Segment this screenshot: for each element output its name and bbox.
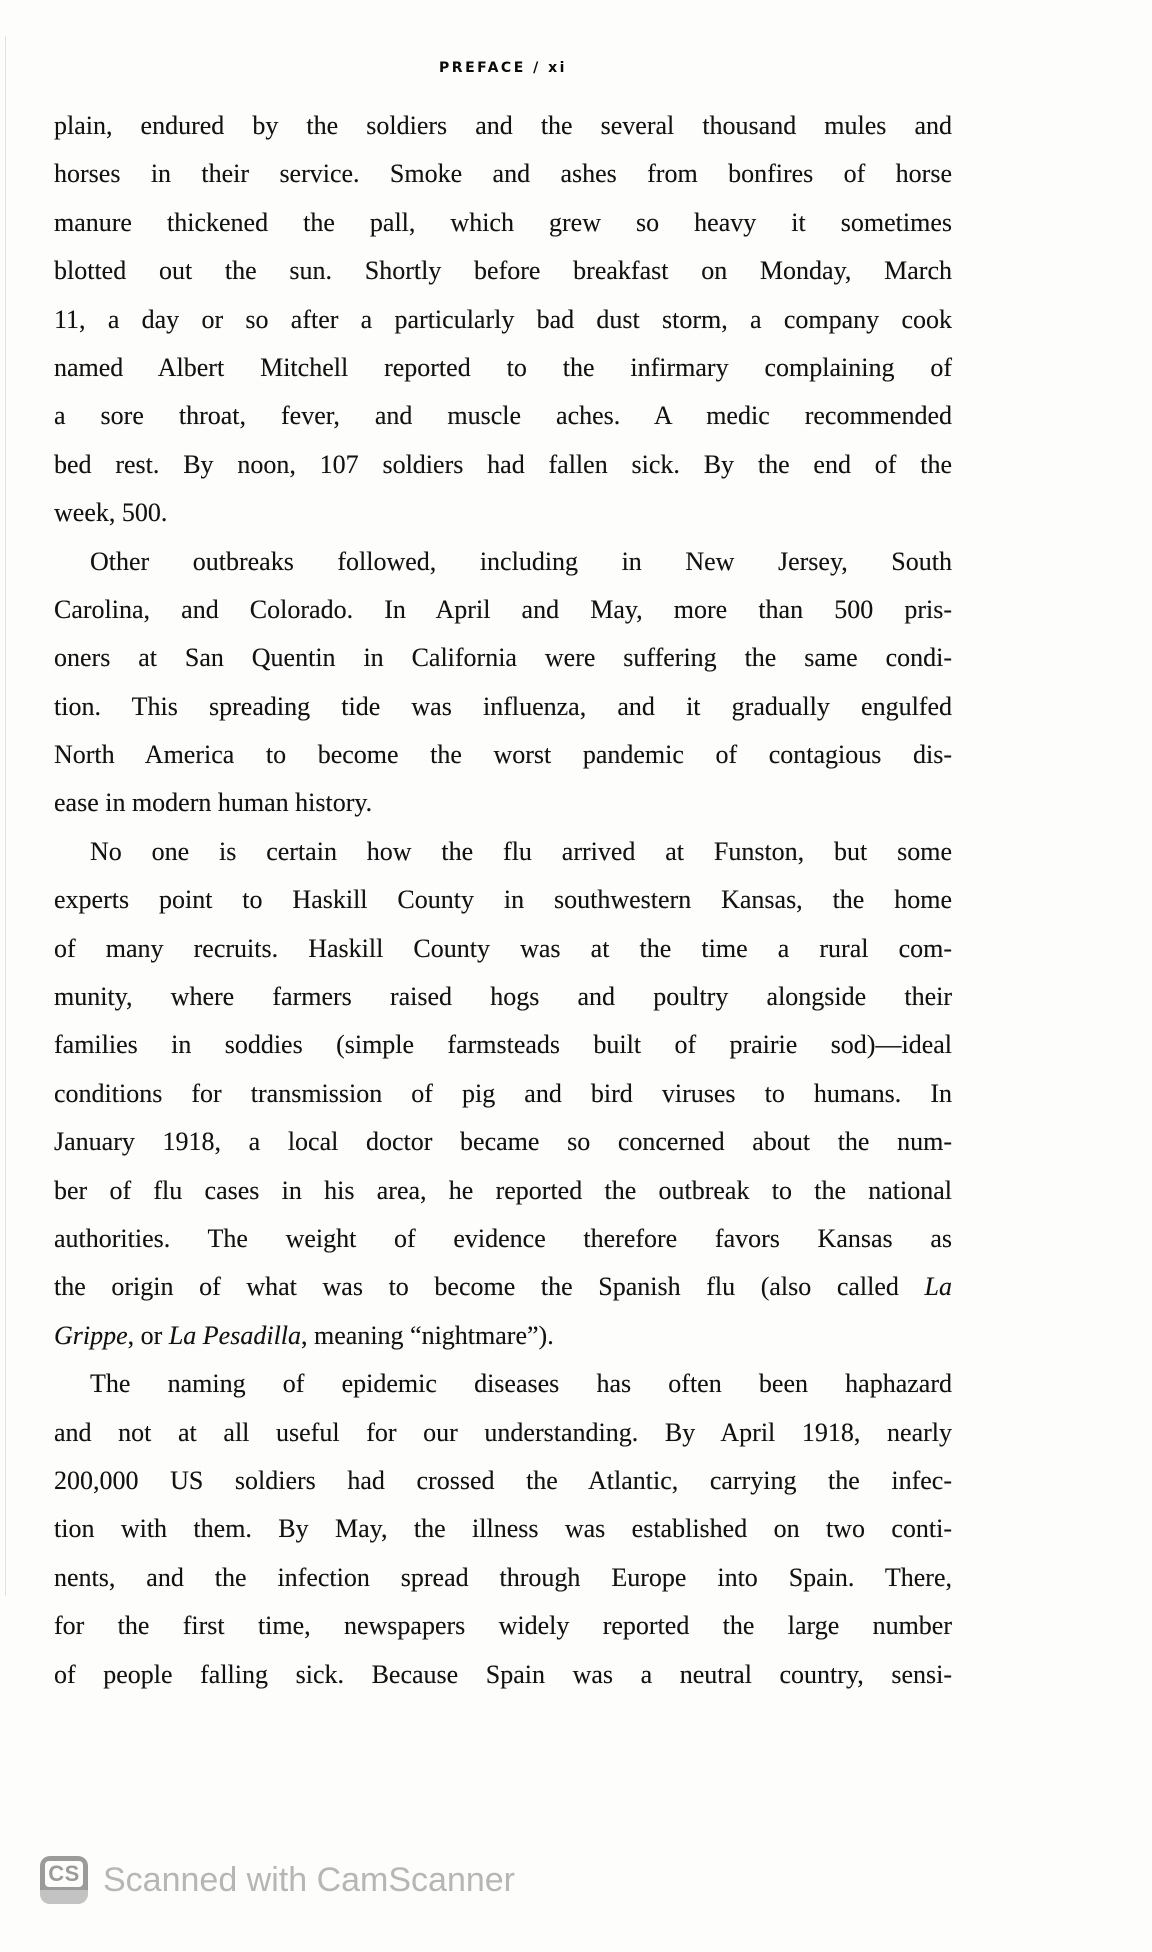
text-segment: blotted out the sun. Shortly before breakfast on Monday, March — [54, 256, 952, 286]
text-line — [54, 925, 952, 973]
text-segment: North America to become the worst pandemic of contagious dis- — [54, 740, 952, 770]
text-segment: tion with them. By May, the illness was established on two conti- — [54, 1514, 952, 1544]
text-segment: and not at all useful for our understanding. By April 1918, nearly — [54, 1417, 952, 1447]
text-line — [54, 247, 952, 295]
text-line — [54, 731, 952, 779]
italic-text-segment: La Pesadilla — [168, 1320, 302, 1350]
text-segment: the origin of what was to become the Spanish flu (also called — [54, 1272, 925, 1302]
text-line — [54, 973, 952, 1021]
camscanner-logo-text: CS — [45, 1861, 83, 1887]
text-line — [54, 1215, 952, 1263]
text-segment: tion. This spreading tide was influenza, and it gradually engulfed — [54, 691, 952, 721]
camscanner-logo-icon — [40, 1856, 88, 1904]
text-line — [54, 1312, 952, 1360]
page-body-text — [54, 102, 952, 1699]
italic-text-segment: La — [924, 1272, 952, 1302]
text-segment: munity, where farmers raised hogs and poultry alongside their — [54, 982, 952, 1012]
text-line — [54, 392, 952, 440]
text-segment: Carolina, and Colorado. In April and May, more than 500 pris- — [54, 594, 952, 624]
text-line — [54, 344, 952, 392]
text-line — [54, 1070, 952, 1118]
text-segment: of many recruits. Haskill County was at the time a rural com- — [54, 933, 952, 963]
text-segment: bed rest. By noon, 107 soldiers had fallen sick. By the end of the — [54, 449, 952, 479]
text-segment: Other outbreaks followed, including in New Jersey, South — [90, 546, 952, 576]
text-segment: named Albert Mitchell reported to the infirmary complaining of — [54, 352, 952, 382]
text-line — [54, 1554, 952, 1602]
text-line — [54, 102, 952, 150]
text-line — [54, 828, 952, 876]
text-segment: horses in their service. Smoke and ashes from bonfires of horse — [54, 159, 952, 189]
text-segment: No one is certain how the flu arrived at Funston, but some — [90, 836, 952, 866]
text-segment: manure thickened the pall, which grew so heavy it sometimes — [54, 207, 952, 237]
text-line — [54, 296, 952, 344]
text-line — [54, 1263, 952, 1311]
text-line — [54, 199, 952, 247]
text-line — [54, 876, 952, 924]
text-line — [54, 538, 952, 586]
text-line — [54, 1409, 952, 1457]
text-line — [54, 489, 952, 537]
text-segment: of people falling sick. Because Spain was a neutral country, sensi- — [54, 1659, 952, 1689]
text-line — [54, 1457, 952, 1505]
text-segment: ber of flu cases in his area, he reported the outbreak to the national — [54, 1175, 952, 1205]
text-segment: The naming of epidemic diseases has often been haphazard — [90, 1369, 952, 1399]
text-segment: plain, endured by the soldiers and the several thousand mules and — [54, 111, 952, 140]
text-line — [54, 1021, 952, 1069]
text-line — [54, 1118, 952, 1166]
text-segment: 11, a day or so after a particularly bad dust storm, a company cook — [54, 304, 952, 334]
scan-edge-artifact — [5, 36, 6, 1596]
text-segment: January 1918, a local doctor became so concerned about the num- — [54, 1127, 952, 1157]
text-segment: nents, and the infection spread through Europe into Spain. There, — [54, 1562, 952, 1592]
text-segment: oners at San Quentin in California were suffering the same condi- — [54, 643, 952, 673]
text-line — [54, 634, 952, 682]
text-line — [54, 150, 952, 198]
text-segment: week, 500. — [54, 498, 168, 528]
text-segment: authorities. The weight of evidence therefore favors Kansas as — [54, 1223, 952, 1253]
text-segment: conditions for transmission of pig and bird viruses to humans. In — [54, 1078, 952, 1108]
text-segment: 200,000 US soldiers had crossed the Atlantic, carrying the infec- — [54, 1465, 952, 1495]
text-line — [54, 1505, 952, 1553]
text-line — [54, 441, 952, 489]
text-line — [54, 1651, 952, 1699]
italic-text-segment: Grippe — [54, 1320, 128, 1350]
text-segment: families in soddies (simple farmsteads built of prairie sod)—ideal — [54, 1030, 952, 1060]
text-segment: , meaning “nightmare”). — [301, 1320, 554, 1350]
text-segment: for the first time, newspapers widely reported the large number — [54, 1611, 952, 1641]
text-line — [54, 779, 952, 827]
text-line — [54, 1360, 952, 1408]
text-line — [54, 1167, 952, 1215]
watermark-label: Scanned with CamScanner — [103, 1860, 516, 1899]
page-header: PREFACE / xi — [439, 60, 567, 76]
text-segment: , or — [127, 1320, 169, 1350]
text-segment: experts point to Haskill County in southwestern Kansas, the home — [54, 885, 952, 915]
text-line — [54, 683, 952, 731]
text-line — [54, 1602, 952, 1650]
text-line — [54, 586, 952, 634]
text-segment: ease in modern human history. — [54, 788, 373, 818]
camscanner-watermark — [40, 1856, 515, 1904]
text-segment: a sore throat, fever, and muscle aches. A medic recommended — [54, 401, 952, 431]
